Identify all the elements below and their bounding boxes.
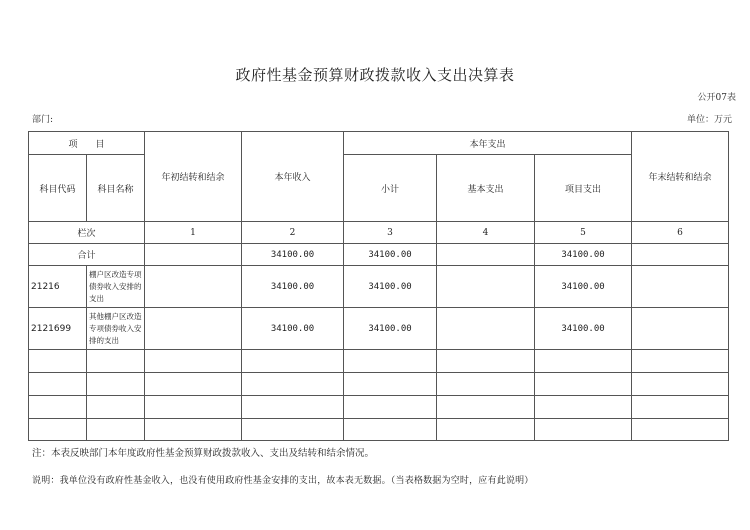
row-opening	[145, 308, 242, 350]
row-basic	[437, 266, 535, 308]
total-row	[29, 244, 729, 266]
table-row	[29, 308, 729, 350]
row-closing	[632, 308, 729, 350]
row-basic	[437, 308, 535, 350]
header-current-expense: 本年支出	[344, 132, 632, 155]
header-project-expense: 项目支出	[535, 155, 632, 222]
row-code: 21216	[29, 266, 87, 308]
header-row-1	[29, 132, 729, 155]
empty-row	[29, 373, 729, 396]
seq-col-6: 6	[632, 222, 729, 244]
unit-label: 单位：万元	[686, 115, 732, 125]
seq-col-4: 4	[437, 222, 535, 244]
seq-col-2: 2	[242, 222, 344, 244]
row-closing	[632, 266, 729, 308]
report-title: 政府性基金预算财政拨款收入支出决算表	[235, 66, 515, 84]
seq-col-3: 3	[344, 222, 437, 244]
total-subtotal: 34100.00	[344, 244, 437, 266]
empty-row	[29, 419, 729, 441]
header-opening-balance: 年初结转和结余	[145, 132, 242, 222]
row-project: 34100.00	[535, 308, 632, 350]
total-opening	[145, 244, 242, 266]
total-project: 34100.00	[535, 244, 632, 266]
row-name: 棚户区改造专项债券收入安排的支出	[87, 266, 145, 308]
budget-table	[28, 131, 729, 441]
header-row-2	[29, 155, 729, 221]
row-code: 2121699	[29, 308, 87, 350]
seq-col-5: 5	[535, 222, 632, 244]
header-current-income: 本年收入	[242, 132, 344, 222]
form-number: 公开07表	[697, 93, 736, 103]
row-opening	[145, 266, 242, 308]
explanation-note: 说明：我单位没有政府性基金收入，也没有使用政府性基金安排的支出，故本表无数据。（当表格数据为空时，应有此说明）	[32, 476, 534, 486]
row-subtotal: 34100.00	[344, 308, 437, 350]
empty-row	[29, 350, 729, 373]
header-item: 项 目	[29, 132, 145, 155]
header-closing-balance: 年末结转和结余	[632, 132, 729, 222]
header-basic-expense: 基本支出	[437, 155, 535, 222]
header-subject-code: 科目代码	[29, 155, 87, 222]
department-label: 部门:	[32, 115, 54, 125]
seq-col-1: 1	[145, 222, 242, 244]
seq-row	[29, 222, 729, 244]
total-closing	[632, 244, 729, 266]
total-label: 合计	[29, 244, 145, 266]
row-name: 其他棚户区改造专项债券收入安排的支出	[87, 308, 145, 350]
total-basic	[437, 244, 535, 266]
row-subtotal: 34100.00	[344, 266, 437, 308]
row-project: 34100.00	[535, 266, 632, 308]
total-income: 34100.00	[242, 244, 344, 266]
header-subject-name: 科目名称	[87, 155, 145, 222]
header-subtotal: 小计	[344, 155, 437, 222]
table-row	[29, 266, 729, 308]
row-income: 34100.00	[242, 266, 344, 308]
empty-row	[29, 396, 729, 419]
row-income: 34100.00	[242, 308, 344, 350]
seq-label: 栏次	[29, 222, 145, 244]
footnote: 注：本表反映部门本年度政府性基金预算财政拨款收入、支出及结转和结余情况。	[32, 448, 375, 459]
